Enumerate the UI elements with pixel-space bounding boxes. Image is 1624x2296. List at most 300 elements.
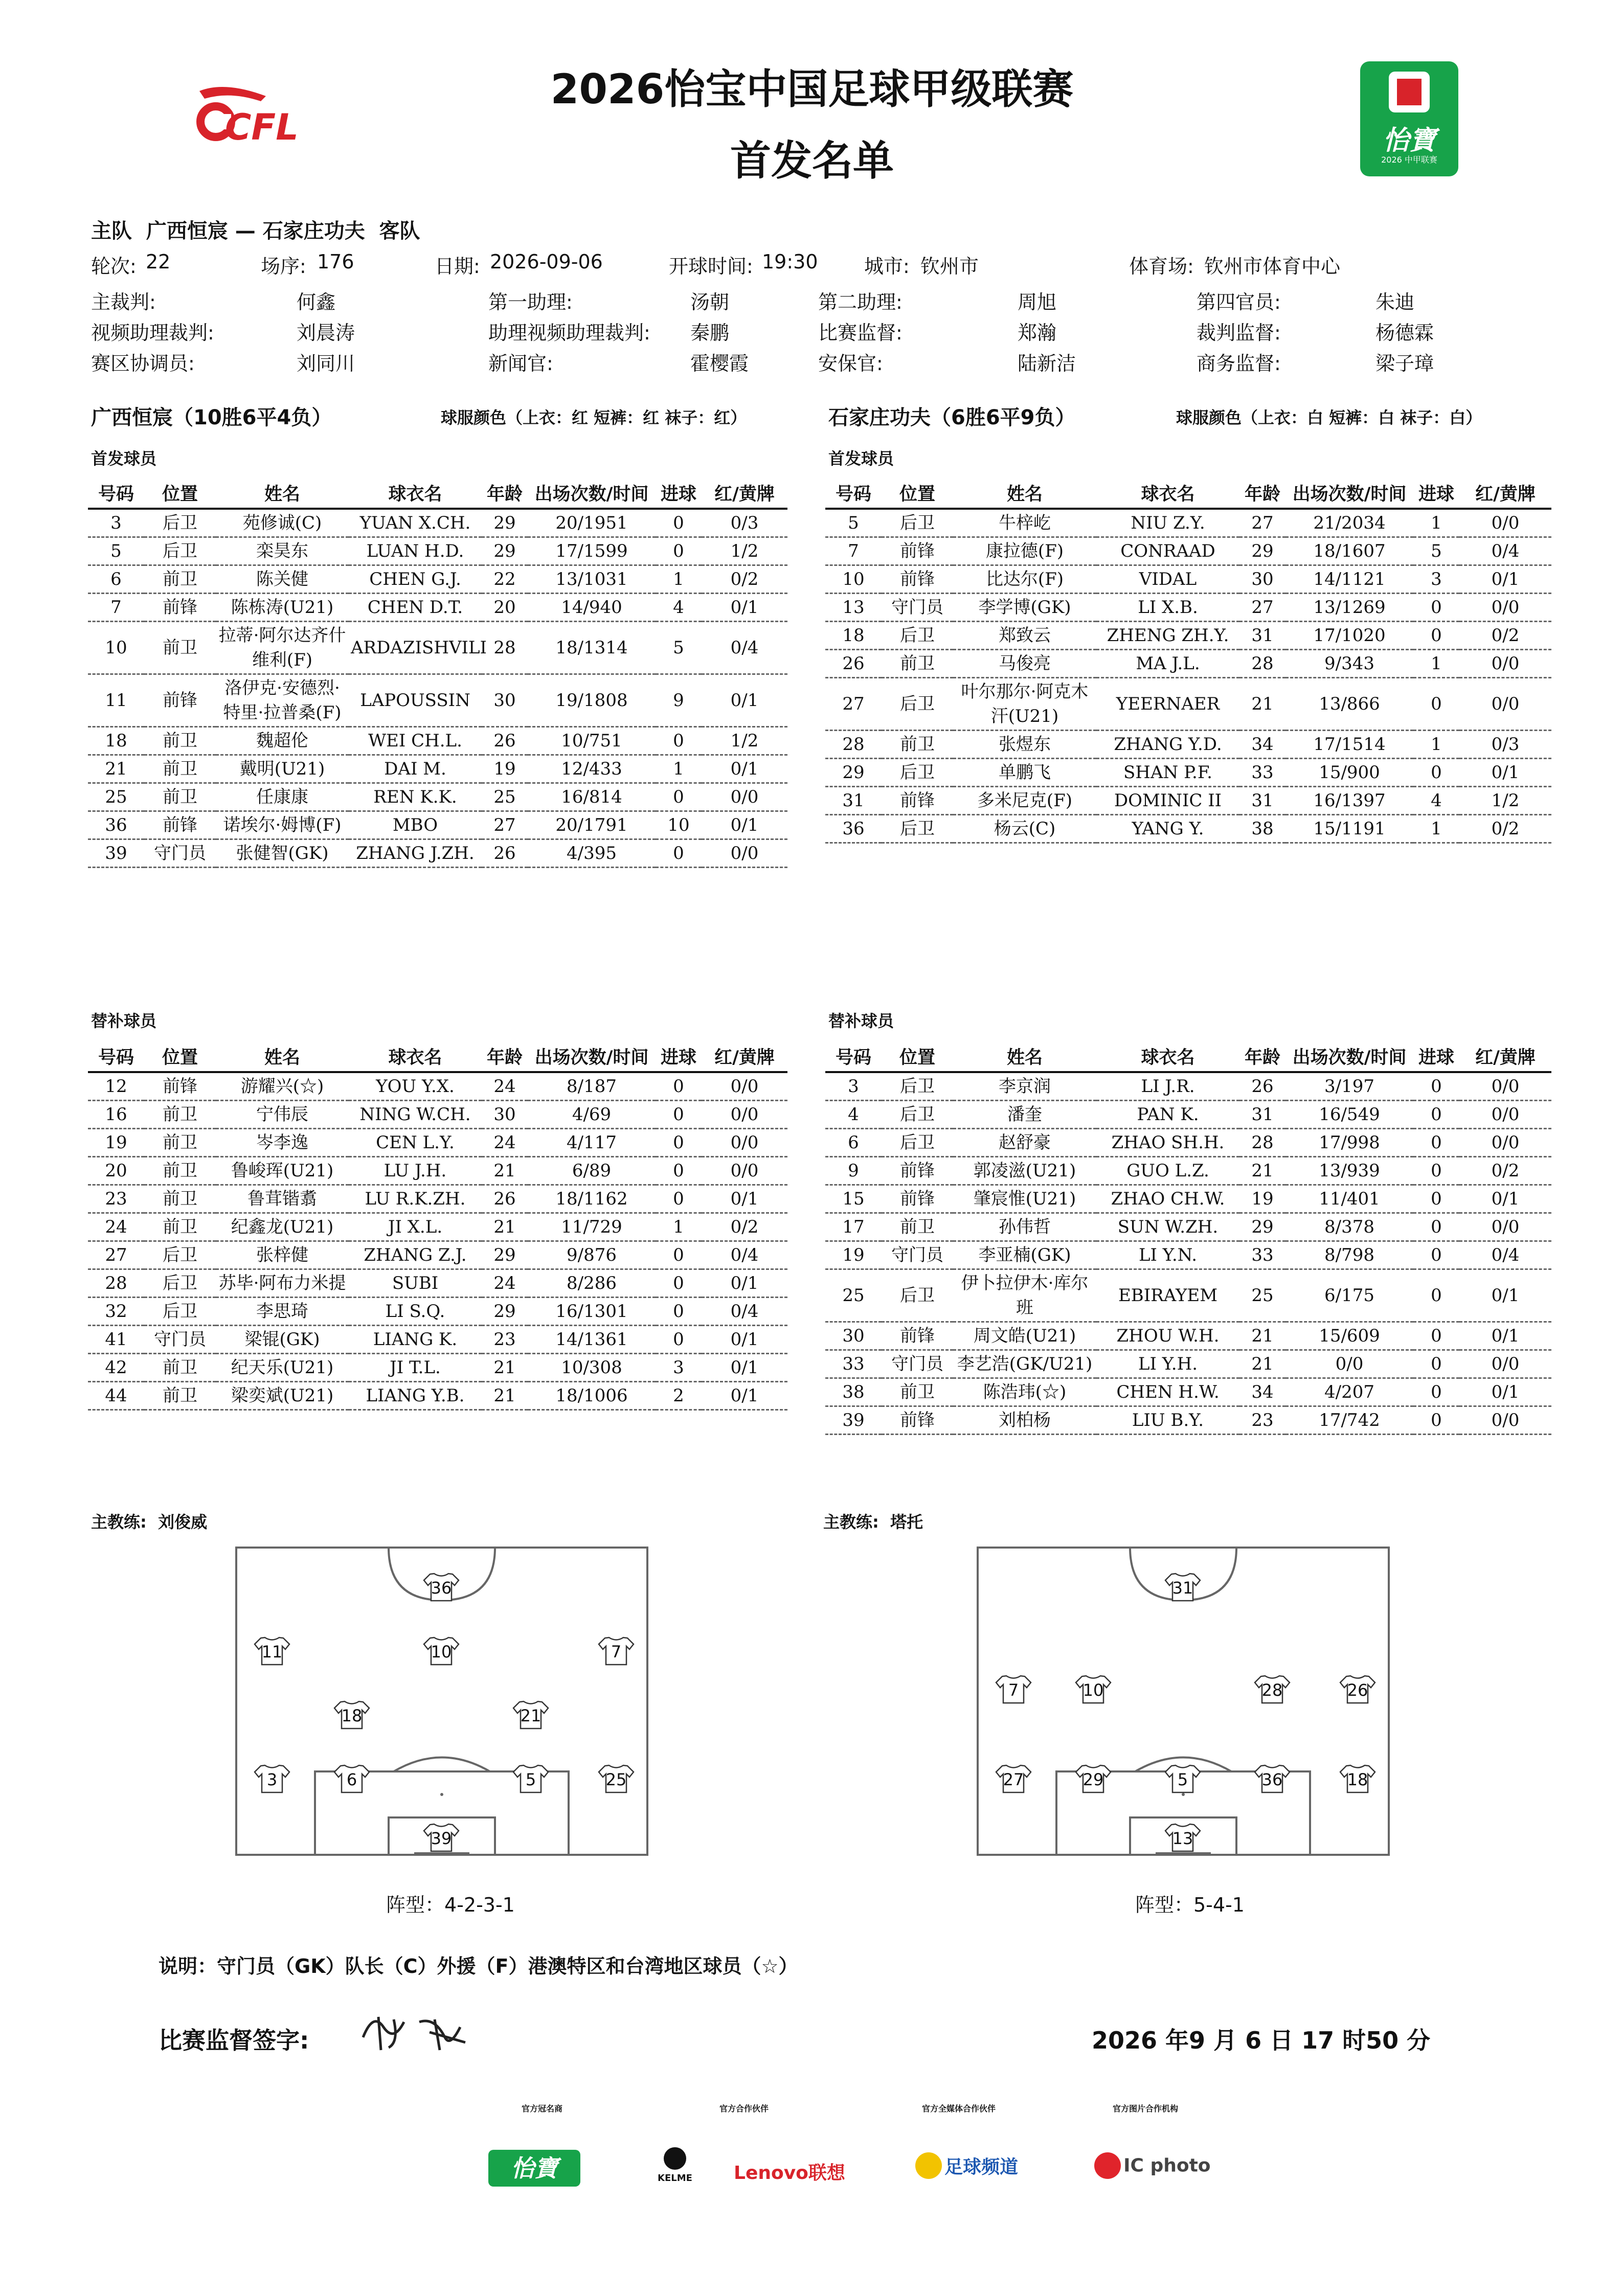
supervisor-signature xyxy=(358,2007,481,2058)
player-cell: 守门员 xyxy=(882,594,953,622)
player-cell: 33 xyxy=(825,1350,882,1378)
home-starters-table xyxy=(88,478,787,868)
player-row xyxy=(88,783,787,811)
player-cell: 7 xyxy=(825,537,882,565)
player-cell: 0 xyxy=(656,1185,702,1213)
player-row xyxy=(825,1378,1551,1406)
player-row xyxy=(88,509,787,537)
official-name: 汤朝 xyxy=(690,291,730,313)
player-cell: 1 xyxy=(1413,650,1459,678)
player-cell: 33 xyxy=(1239,759,1285,787)
official-name: 周旭 xyxy=(1018,291,1057,313)
venue-label: 体育场: xyxy=(1129,255,1194,278)
player-row xyxy=(825,509,1551,537)
player-cell: 0/1 xyxy=(702,811,787,839)
player-cell: 27 xyxy=(1239,594,1285,622)
player-cell: 前卫 xyxy=(144,1354,216,1382)
player-cell: 36 xyxy=(88,811,144,839)
match-teams: 主队 广西恒宸 — 石家庄功夫 客队 xyxy=(91,219,420,243)
player-cell: 26 xyxy=(825,650,882,678)
player-cell: 前卫 xyxy=(144,783,216,811)
player-cell: 康拉德(F) xyxy=(953,537,1096,565)
player-cell: 20 xyxy=(482,594,528,622)
player-cell: 21 xyxy=(1239,1157,1285,1185)
player-cell: 15/900 xyxy=(1285,759,1413,787)
player-cell: YOU Y.X. xyxy=(349,1072,482,1101)
player-cell: YEERNAER xyxy=(1096,678,1239,731)
player-cell: 0 xyxy=(1413,1350,1459,1378)
player-cell: LI Y.H. xyxy=(1096,1350,1239,1378)
jersey-number: 36 xyxy=(431,1578,452,1598)
jersey-number: 36 xyxy=(1261,1770,1283,1789)
player-cell: 22 xyxy=(482,565,528,594)
official-role-label: 视频助理裁判: xyxy=(91,322,214,344)
jersey-number: 25 xyxy=(605,1770,627,1789)
player-cell: 0/2 xyxy=(1459,1157,1551,1185)
player-cell: 0/2 xyxy=(702,1213,787,1241)
player-cell: 1 xyxy=(656,1213,702,1241)
player-jersey-icon xyxy=(254,1764,290,1793)
player-cell: 陈浩玮(☆) xyxy=(953,1378,1096,1406)
jersey-number: 10 xyxy=(431,1642,452,1662)
player-cell: 0/0 xyxy=(702,783,787,811)
column-header: 位置 xyxy=(144,478,216,509)
player-cell: 44 xyxy=(88,1382,144,1410)
player-cell: 0/3 xyxy=(1459,731,1551,759)
player-cell: 21/2034 xyxy=(1285,509,1413,537)
player-cell: 苑修诚(C) xyxy=(216,509,349,537)
match-no-label: 场序: xyxy=(261,255,306,278)
column-header: 位置 xyxy=(144,1041,216,1072)
player-row xyxy=(825,1072,1551,1101)
player-cell: 0/0 xyxy=(702,1101,787,1129)
player-cell: 李艺浩(GK/U21) xyxy=(953,1350,1096,1378)
jersey-number: 7 xyxy=(611,1642,622,1662)
player-cell: 0 xyxy=(1413,1072,1459,1101)
player-cell: 0/0 xyxy=(702,1129,787,1157)
player-cell: 18 xyxy=(825,622,882,650)
column-header: 进球 xyxy=(1413,1041,1459,1072)
player-cell: 30 xyxy=(482,674,528,727)
player-cell: 17 xyxy=(825,1213,882,1241)
player-row xyxy=(88,565,787,594)
player-cell: 前卫 xyxy=(882,1213,953,1241)
player-jersey-icon xyxy=(333,1700,370,1730)
sponsor-yibao: 怡寶 xyxy=(488,2150,580,2187)
official-name: 何鑫 xyxy=(297,291,336,313)
player-cell: 1/2 xyxy=(1459,787,1551,815)
player-cell: 多米尼克(F) xyxy=(953,787,1096,815)
player-jersey-icon xyxy=(1075,1674,1112,1704)
home-subs-table xyxy=(88,1041,787,1411)
player-cell: 0 xyxy=(1413,1406,1459,1435)
player-cell: 21 xyxy=(1239,1322,1285,1350)
column-header: 姓名 xyxy=(953,1041,1096,1072)
player-cell: 0/0 xyxy=(1285,1350,1413,1378)
player-cell: 后卫 xyxy=(882,1072,953,1101)
player-cell: LIANG Y.B. xyxy=(349,1382,482,1410)
official-role-label: 裁判监督: xyxy=(1197,322,1281,344)
player-cell: 25 xyxy=(1239,1269,1285,1322)
player-cell: PAN K. xyxy=(1096,1101,1239,1129)
player-row xyxy=(88,755,787,783)
player-row xyxy=(88,537,787,565)
jersey-number: 29 xyxy=(1082,1770,1104,1789)
player-cell: LI Y.N. xyxy=(1096,1241,1239,1269)
player-cell: 18/1607 xyxy=(1285,537,1413,565)
player-cell: 0/0 xyxy=(1459,1350,1551,1378)
player-cell: 前卫 xyxy=(144,1382,216,1410)
column-header: 年龄 xyxy=(482,478,528,509)
player-cell: LI J.R. xyxy=(1096,1072,1239,1101)
player-cell: 前锋 xyxy=(144,1072,216,1101)
kickoff-label: 开球时间: xyxy=(669,255,753,278)
player-jersey-icon xyxy=(333,1764,370,1793)
player-cell: 张健智(GK) xyxy=(216,839,349,868)
column-header: 号码 xyxy=(88,1041,144,1072)
player-row xyxy=(825,1241,1551,1269)
player-cell: 前锋 xyxy=(882,1157,953,1185)
player-cell: 14/940 xyxy=(528,594,656,622)
away-team-record: 石家庄功夫（6胜6平9负） xyxy=(828,406,1076,429)
player-cell: ZHANG Y.D. xyxy=(1096,731,1239,759)
away-formation-label: 阵型：5-4-1 xyxy=(1135,1894,1245,1916)
player-cell: 0 xyxy=(656,1101,702,1129)
player-cell: 苏毕·阿布力米提 xyxy=(216,1269,349,1298)
player-cell: ZHOU W.H. xyxy=(1096,1322,1239,1350)
player-cell: 伊卜拉伊木·库尔班 xyxy=(953,1269,1096,1322)
player-cell: 前锋 xyxy=(882,565,953,594)
column-header: 姓名 xyxy=(953,478,1096,509)
player-cell: 李京润 xyxy=(953,1072,1096,1101)
player-cell: WEI CH.L. xyxy=(349,727,482,755)
player-cell: 宁伟辰 xyxy=(216,1101,349,1129)
sponsor-partners-label: 官方合作伙伴 xyxy=(719,2104,769,2113)
player-cell: 前卫 xyxy=(144,1101,216,1129)
player-cell: 0/1 xyxy=(702,755,787,783)
player-cell: 3/197 xyxy=(1285,1072,1413,1101)
column-header: 出场次数/时间 xyxy=(1285,478,1413,509)
jersey-number: 13 xyxy=(1172,1829,1193,1848)
player-cell: 0 xyxy=(1413,1101,1459,1129)
player-row xyxy=(88,622,787,674)
player-cell: 前锋 xyxy=(882,537,953,565)
column-header: 红/黄牌 xyxy=(702,1041,787,1072)
player-cell: 20/1791 xyxy=(528,811,656,839)
player-cell: ZHANG Z.J. xyxy=(349,1241,482,1269)
player-row xyxy=(825,650,1551,678)
player-cell: 0 xyxy=(656,1241,702,1269)
player-cell: 守门员 xyxy=(144,1326,216,1354)
column-header: 号码 xyxy=(825,1041,882,1072)
column-header: 球衣名 xyxy=(349,1041,482,1072)
player-cell: 魏超伦 xyxy=(216,727,349,755)
player-cell: 31 xyxy=(1239,1101,1285,1129)
player-cell: 10/751 xyxy=(528,727,656,755)
player-cell: 21 xyxy=(1239,678,1285,731)
official-role-label: 商务监督: xyxy=(1197,352,1281,375)
player-cell: 刘柏杨 xyxy=(953,1406,1096,1435)
player-cell: 11/401 xyxy=(1285,1185,1413,1213)
player-cell: 0/1 xyxy=(1459,1322,1551,1350)
player-cell: 纪鑫龙(U21) xyxy=(216,1213,349,1241)
jersey-number: 28 xyxy=(1261,1680,1283,1700)
player-cell: 梁锟(GK) xyxy=(216,1326,349,1354)
player-cell: 17/1020 xyxy=(1285,622,1413,650)
player-row xyxy=(88,1157,787,1185)
player-cell: 张梓健 xyxy=(216,1241,349,1269)
signature-label: 比赛监督签字: xyxy=(159,2027,309,2054)
player-cell: 栾昊东 xyxy=(216,537,349,565)
player-jersey-icon xyxy=(995,1764,1032,1793)
player-cell: 4/395 xyxy=(528,839,656,868)
home-starters-label: 首发球员 xyxy=(91,449,157,468)
player-cell: 25 xyxy=(825,1269,882,1322)
player-cell: 31 xyxy=(1239,787,1285,815)
player-cell: 21 xyxy=(1239,1350,1285,1378)
player-cell: 0/0 xyxy=(1459,594,1551,622)
player-cell: 28 xyxy=(88,1269,144,1298)
player-row xyxy=(825,759,1551,787)
player-row xyxy=(825,622,1551,650)
player-cell: CHEN G.J. xyxy=(349,565,482,594)
player-cell: 0/2 xyxy=(702,565,787,594)
player-cell: 27 xyxy=(1239,509,1285,537)
player-row xyxy=(88,1129,787,1157)
player-cell: 17/1514 xyxy=(1285,731,1413,759)
player-cell: MBO xyxy=(349,811,482,839)
player-cell: 30 xyxy=(825,1322,882,1350)
player-cell: 0/1 xyxy=(702,1354,787,1382)
player-cell: 0 xyxy=(1413,759,1459,787)
player-row xyxy=(88,594,787,622)
player-jersey-icon xyxy=(423,1823,460,1852)
player-jersey-icon xyxy=(512,1764,549,1793)
player-cell: LAPOUSSIN xyxy=(349,674,482,727)
player-cell: 0/0 xyxy=(1459,650,1551,678)
player-row xyxy=(88,674,787,727)
player-cell: CONRAAD xyxy=(1096,537,1239,565)
page-subtitle: 首发名单 xyxy=(730,137,894,185)
player-cell: 0/1 xyxy=(1459,565,1551,594)
player-cell: 28 xyxy=(1239,1129,1285,1157)
cfl-logo-text: CFL xyxy=(225,106,299,148)
player-cell: 鲁峻珲(U21) xyxy=(216,1157,349,1185)
official-role-label: 第一助理: xyxy=(488,291,573,313)
column-header: 年龄 xyxy=(1239,478,1285,509)
player-cell: 李思琦 xyxy=(216,1298,349,1326)
player-row xyxy=(88,1101,787,1129)
player-cell: 20/1951 xyxy=(528,509,656,537)
player-cell: 24 xyxy=(482,1129,528,1157)
player-cell: 6/175 xyxy=(1285,1269,1413,1322)
player-cell: 9 xyxy=(656,674,702,727)
player-cell: 比达尔(F) xyxy=(953,565,1096,594)
jersey-number: 21 xyxy=(520,1706,542,1725)
player-cell: 13/939 xyxy=(1285,1157,1413,1185)
away-subs-table xyxy=(825,1041,1551,1435)
player-cell: LU R.K.ZH. xyxy=(349,1185,482,1213)
jersey-number: 5 xyxy=(1177,1770,1188,1789)
player-row xyxy=(88,1354,787,1382)
player-cell: 0 xyxy=(656,1157,702,1185)
player-row xyxy=(88,839,787,868)
player-cell: 8/286 xyxy=(528,1269,656,1298)
player-cell: 0/1 xyxy=(702,1185,787,1213)
player-cell: 前卫 xyxy=(144,1129,216,1157)
jersey-number: 3 xyxy=(266,1770,278,1789)
player-cell: 前锋 xyxy=(144,674,216,727)
player-cell: 20 xyxy=(88,1157,144,1185)
player-cell: JI X.L. xyxy=(349,1213,482,1241)
player-cell: 9 xyxy=(825,1157,882,1185)
jersey-number: 18 xyxy=(1347,1770,1368,1789)
player-cell: 23 xyxy=(88,1185,144,1213)
city-value: 钦州市 xyxy=(920,255,979,278)
official-name: 杨德霖 xyxy=(1375,322,1434,344)
player-cell: 守门员 xyxy=(144,839,216,868)
player-row xyxy=(88,1241,787,1269)
player-cell: 30 xyxy=(1239,565,1285,594)
player-cell: 0/4 xyxy=(702,1241,787,1269)
player-cell: 29 xyxy=(825,759,882,787)
player-cell: 26 xyxy=(482,1185,528,1213)
player-cell: 2 xyxy=(656,1382,702,1410)
player-jersey-icon xyxy=(598,1636,635,1666)
sponsor-logo-badge: 怡寶 2026 中甲联赛 xyxy=(1360,61,1458,176)
player-cell: 前卫 xyxy=(144,622,216,674)
player-cell: ZHAO CH.W. xyxy=(1096,1185,1239,1213)
column-header: 号码 xyxy=(825,478,882,509)
player-cell: 诺埃尔·姆博(F) xyxy=(216,811,349,839)
player-jersey-icon xyxy=(423,1572,460,1602)
column-header: 球衣名 xyxy=(1096,1041,1239,1072)
player-cell: 19/1808 xyxy=(528,674,656,727)
player-cell: 18/1006 xyxy=(528,1382,656,1410)
jersey-number: 5 xyxy=(525,1770,536,1789)
player-cell: 41 xyxy=(88,1326,144,1354)
player-cell: 0/1 xyxy=(1459,1185,1551,1213)
player-cell: 0 xyxy=(1413,1241,1459,1269)
jersey-number: 26 xyxy=(1347,1680,1368,1700)
player-jersey-icon xyxy=(512,1700,549,1730)
player-cell: 洛伊克·安德烈·特里·拉普桑(F) xyxy=(216,674,349,727)
player-cell: 17/998 xyxy=(1285,1129,1413,1157)
player-row xyxy=(825,1213,1551,1241)
player-cell: 后卫 xyxy=(144,1298,216,1326)
player-cell: 15/1191 xyxy=(1285,815,1413,843)
player-cell: 0/0 xyxy=(1459,1213,1551,1241)
player-cell: 岑李逸 xyxy=(216,1129,349,1157)
player-cell: 26 xyxy=(1239,1072,1285,1101)
match-no-value: 176 xyxy=(317,251,354,273)
player-cell: 21 xyxy=(482,1157,528,1185)
player-cell: 31 xyxy=(825,787,882,815)
player-cell: 0 xyxy=(1413,1322,1459,1350)
player-cell: 29 xyxy=(482,1298,528,1326)
player-cell: 0 xyxy=(1413,678,1459,731)
player-cell: 后卫 xyxy=(144,1241,216,1269)
player-cell: ZHANG J.ZH. xyxy=(349,839,482,868)
player-cell: 李亚楠(GK) xyxy=(953,1241,1096,1269)
player-cell: 10/308 xyxy=(528,1354,656,1382)
sign-time: 2026 年9 月 6 日 17 时50 分 xyxy=(1092,2027,1431,2054)
player-cell: 27 xyxy=(825,678,882,731)
player-row xyxy=(88,1382,787,1410)
player-row xyxy=(88,1072,787,1101)
player-cell: 马俊亮 xyxy=(953,650,1096,678)
player-row xyxy=(88,1185,787,1213)
player-cell: 0/4 xyxy=(1459,537,1551,565)
player-cell: 0/1 xyxy=(702,594,787,622)
column-header: 年龄 xyxy=(1239,1041,1285,1072)
player-jersey-icon xyxy=(1339,1674,1376,1704)
player-cell: 后卫 xyxy=(144,537,216,565)
player-row xyxy=(88,1213,787,1241)
player-row xyxy=(825,1157,1551,1185)
player-cell: SHAN P.F. xyxy=(1096,759,1239,787)
player-cell: 后卫 xyxy=(882,1101,953,1129)
player-cell: 张煜东 xyxy=(953,731,1096,759)
player-cell: 1 xyxy=(1413,509,1459,537)
sponsor-football-channel: 足球频道 xyxy=(915,2152,1018,2183)
player-cell: 17/1599 xyxy=(528,537,656,565)
player-cell: 6/89 xyxy=(528,1157,656,1185)
player-cell: 0/0 xyxy=(1459,1406,1551,1435)
player-cell: 0 xyxy=(656,783,702,811)
player-cell: 5 xyxy=(1413,537,1459,565)
home-formation-label: 阵型：4-2-3-1 xyxy=(386,1894,515,1916)
column-header: 进球 xyxy=(656,1041,702,1072)
player-cell: 0 xyxy=(656,537,702,565)
sponsor-title-label: 官方冠名商 xyxy=(521,2104,562,2113)
player-cell: 任康康 xyxy=(216,783,349,811)
player-jersey-icon xyxy=(1339,1764,1376,1793)
player-cell: 叶尔那尔·阿克木汗(U21) xyxy=(953,678,1096,731)
player-cell: 陈关健 xyxy=(216,565,349,594)
column-header: 进球 xyxy=(656,478,702,509)
player-cell: 24 xyxy=(482,1072,528,1101)
player-cell: 0 xyxy=(1413,1157,1459,1185)
column-header: 位置 xyxy=(882,478,953,509)
player-cell: 前卫 xyxy=(882,731,953,759)
player-cell: 5 xyxy=(656,622,702,674)
player-cell: 27 xyxy=(88,1241,144,1269)
player-cell: 14/1121 xyxy=(1285,565,1413,594)
venue-value: 钦州市体育中心 xyxy=(1204,255,1341,278)
player-row xyxy=(825,594,1551,622)
jersey-number: 27 xyxy=(1003,1770,1024,1789)
player-cell: 7 xyxy=(88,594,144,622)
player-cell: 16/814 xyxy=(528,783,656,811)
player-cell: 5 xyxy=(825,509,882,537)
player-cell: LIANG K. xyxy=(349,1326,482,1354)
player-cell: 0/0 xyxy=(702,1072,787,1101)
player-cell: 29 xyxy=(482,509,528,537)
sponsor-ic-photo: IC photo xyxy=(1094,2152,1211,2183)
player-cell: CEN L.Y. xyxy=(349,1129,482,1157)
player-cell: 29 xyxy=(1239,1213,1285,1241)
player-cell: 16/1397 xyxy=(1285,787,1413,815)
player-cell: 郑致云 xyxy=(953,622,1096,650)
player-cell: 0/1 xyxy=(1459,1269,1551,1322)
player-cell: 0 xyxy=(1413,1378,1459,1406)
player-jersey-icon xyxy=(1164,1823,1201,1852)
player-row xyxy=(825,565,1551,594)
home-subs-label: 替补球员 xyxy=(91,1011,157,1031)
player-cell: 1 xyxy=(1413,815,1459,843)
player-cell: 29 xyxy=(1239,537,1285,565)
